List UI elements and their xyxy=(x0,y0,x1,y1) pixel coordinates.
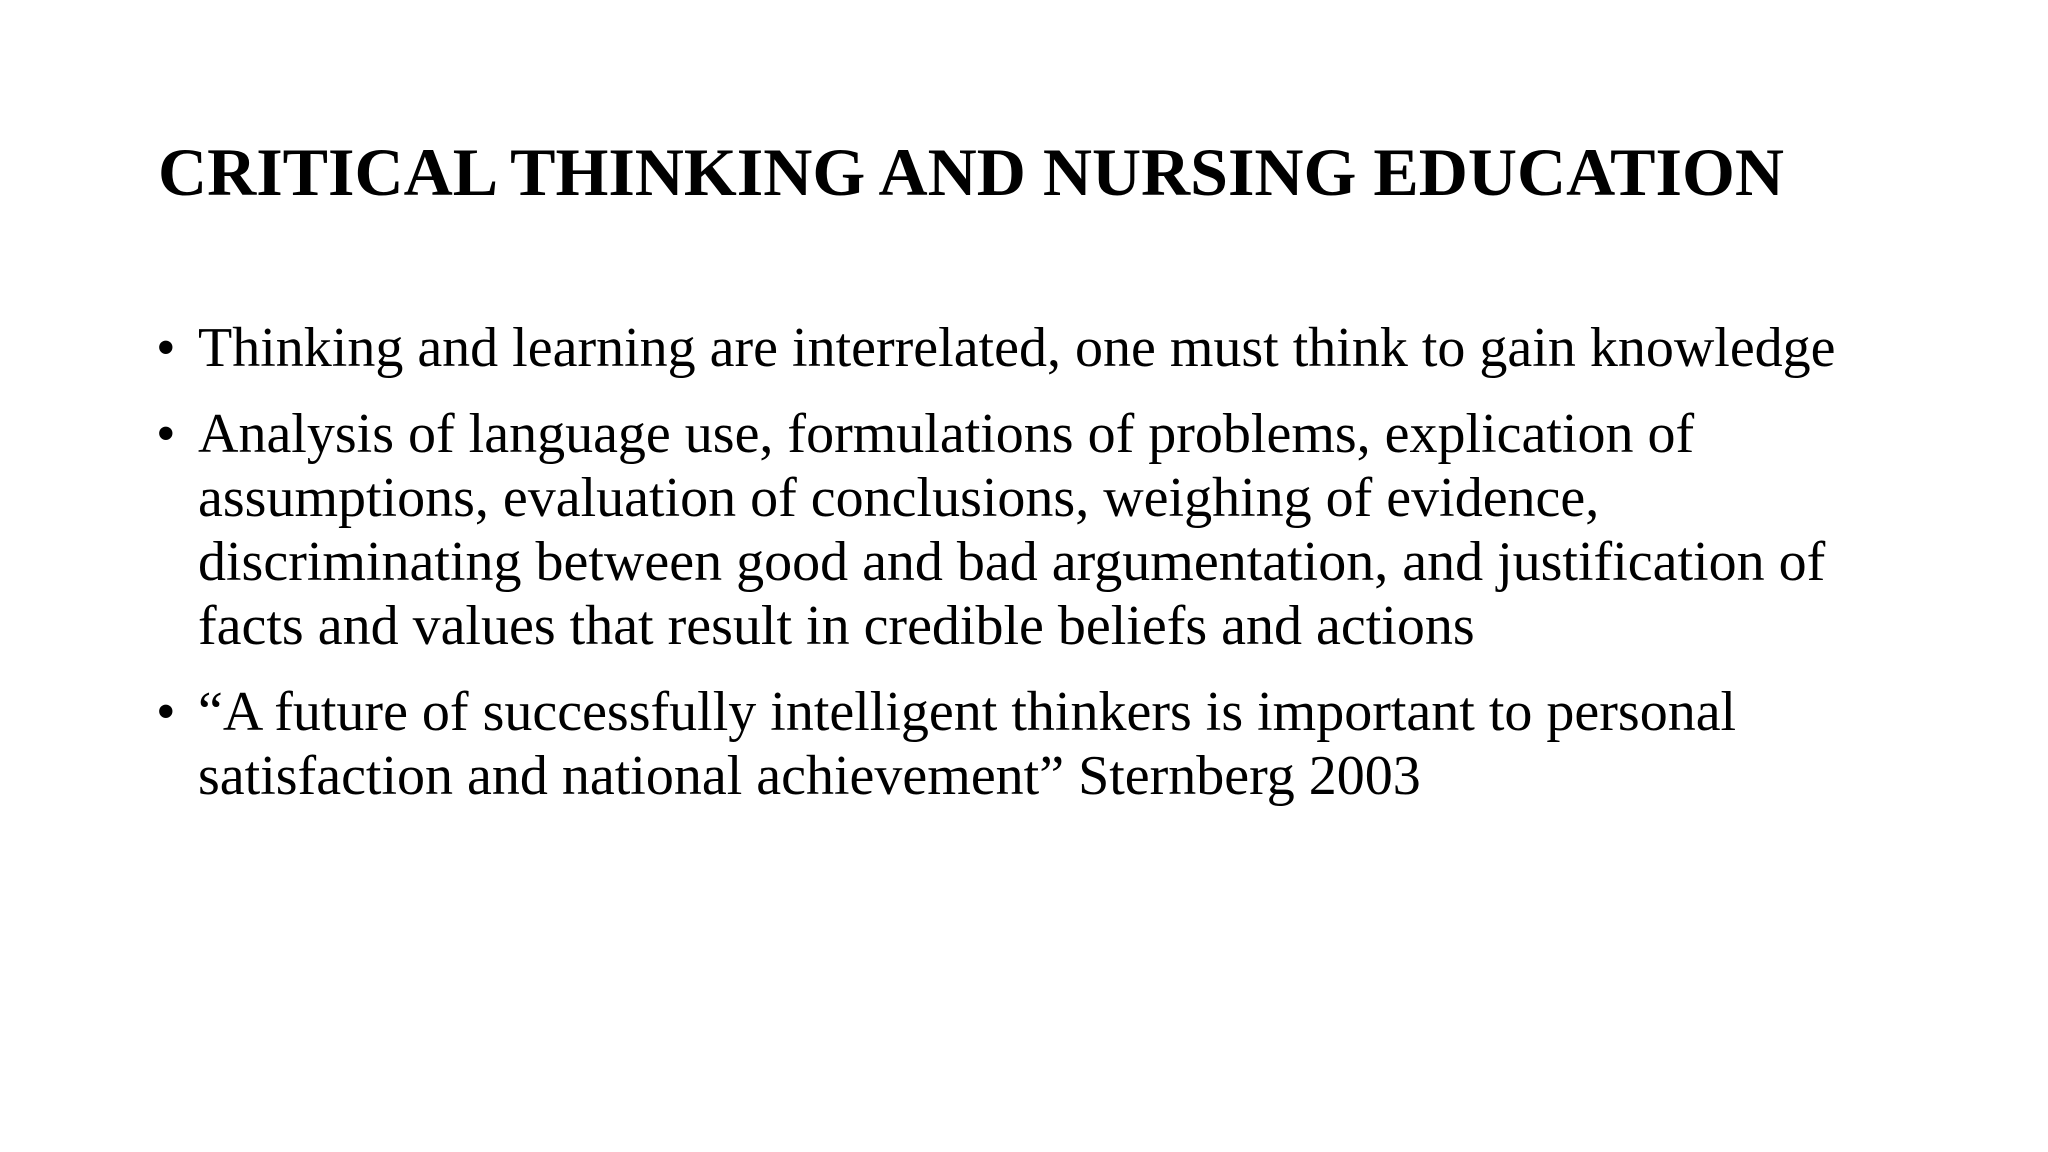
bullet-marker-icon: • xyxy=(156,681,176,743)
bullet-text: “A future of successfully intelligent thinkers is important to personal satisfaction and national achievement” Sternberg 2003 xyxy=(198,681,1737,807)
bullet-marker-icon: • xyxy=(156,317,176,379)
bullet-item xyxy=(156,680,1916,808)
bullet-text: Thinking and learning are interrelated, one must think to gain knowledge xyxy=(198,317,1836,379)
bullet-list xyxy=(156,316,1916,830)
bullet-item xyxy=(156,316,1916,380)
slide-title: CRITICAL THINKING AND NURSING EDUCATION xyxy=(158,134,1784,210)
bullet-marker-icon: • xyxy=(156,403,176,465)
bullet-text: Analysis of language use, formulations of problems, explication of assumptions, evaluation of conclusions, weighing of evidence, discriminating between good and bad argumentation, and justification of facts and values that result in credible beliefs and actions xyxy=(198,403,1826,657)
bullet-item xyxy=(156,402,1916,658)
